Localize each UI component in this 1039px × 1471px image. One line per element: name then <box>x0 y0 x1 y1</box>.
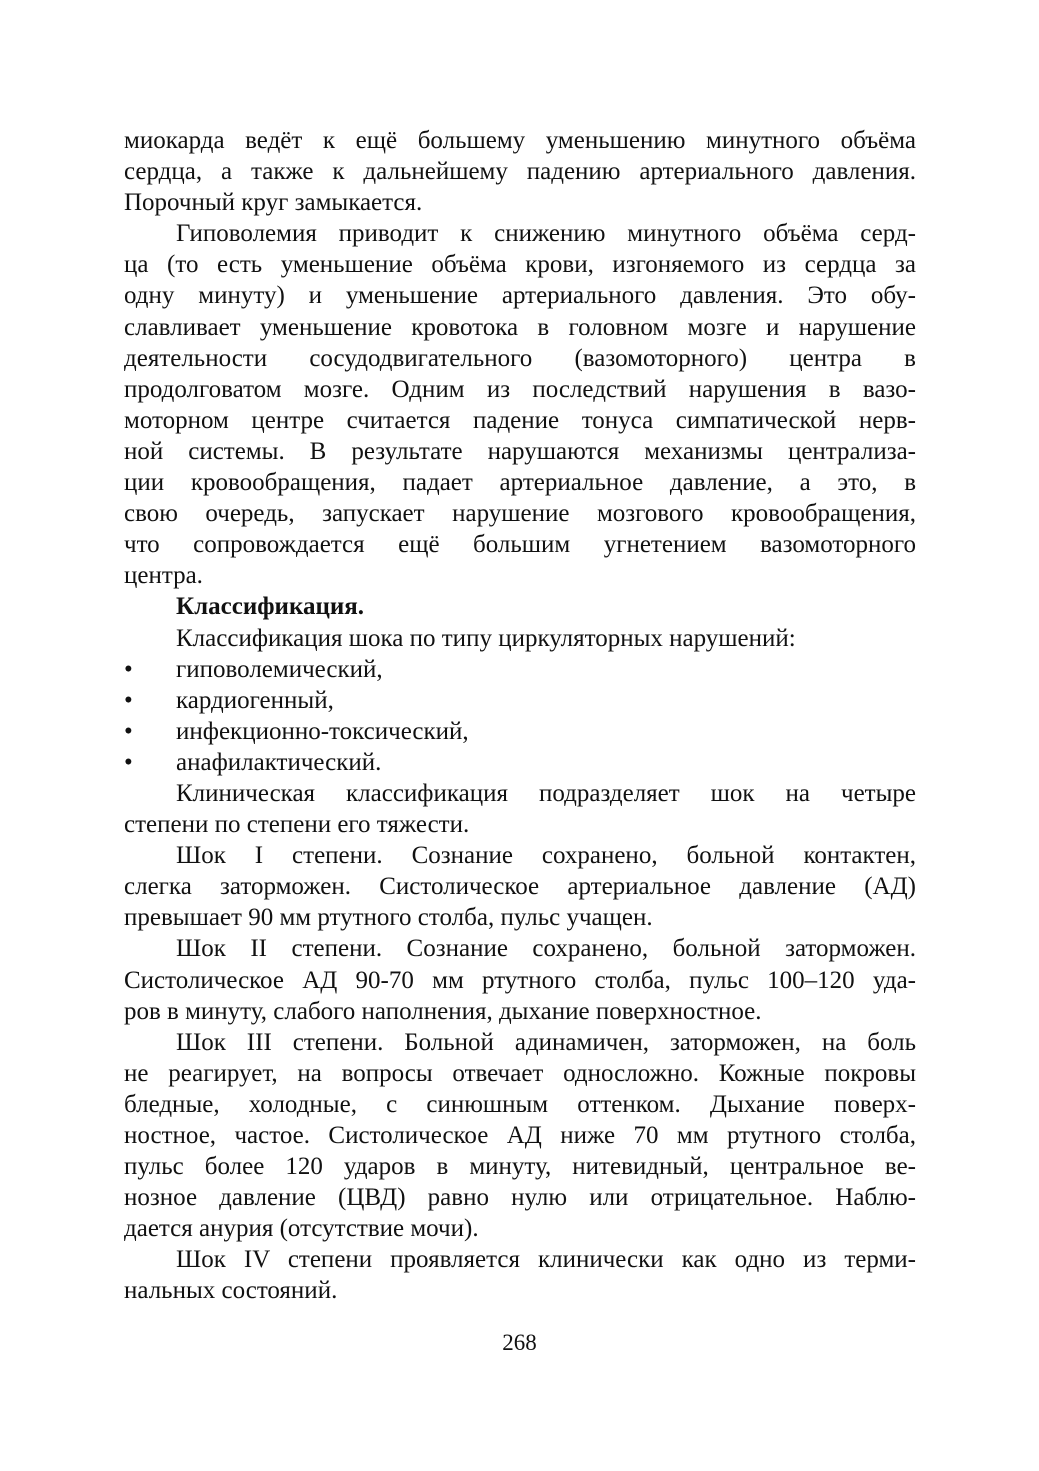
text-line: Порочный круг замыкается. <box>124 189 423 217</box>
text-line: превышает 90 мм ртутного столба, пульс учащен. <box>124 904 653 932</box>
text-line: Клиническая классификация подразделяет шок на четыре <box>176 779 916 807</box>
text-line: одну минуту) и уменьшение артериального давления. Это обу- <box>124 282 916 310</box>
text-line: миокарда ведёт к ещё большему уменьшению минутного объёма <box>124 127 916 154</box>
list-item-text: инфекционно-токсический, <box>176 717 469 745</box>
text-line: Гиповолемия приводит к снижению минутного объёма серд- <box>176 220 916 248</box>
text-line: нальных состояний. <box>124 1277 338 1305</box>
page-number: 268 <box>502 1330 537 1355</box>
text-line: Шок IV степени проявляется клинически как одно из терми- <box>176 1246 916 1274</box>
text-line: ров в минуту, слабого наполнения, дыхание поверхностное. <box>124 997 762 1025</box>
list-item-text: анафилактический. <box>176 748 382 776</box>
text-line: степени по степени его тяжести. <box>124 811 470 839</box>
list-item <box>124 747 916 778</box>
paragraph-p6 <box>124 1027 916 1245</box>
list-item <box>124 716 916 747</box>
list-intro: Классификация шока по типу циркуляторных нарушений: <box>176 624 796 652</box>
bullet-icon: • <box>124 655 133 683</box>
list-item-text: гиповолемический, <box>176 655 383 683</box>
text-block-top <box>124 125 916 591</box>
text-line: дается анурия (отсутствие мочи). <box>124 1215 479 1243</box>
bullet-icon: • <box>124 717 133 745</box>
text-line: славливает уменьшение кровотока в головном мозге и нарушение <box>124 313 916 341</box>
paragraph-p7 <box>124 1244 916 1306</box>
text-line: деятельности сосудодвигательного (вазомоторного) центра в <box>124 344 916 372</box>
text-line: моторном центре считается падение тонуса симпатической нерв- <box>124 406 916 434</box>
page-body <box>124 125 916 1307</box>
bullet-icon: • <box>124 748 133 776</box>
text-line: ца (то есть уменьшение объёма крови, изгоняемого из сердца за <box>124 251 916 279</box>
list-item-text: кардиогенный, <box>176 686 334 714</box>
section-heading: Классификация. <box>176 593 365 621</box>
text-line: не реагирует, на вопросы отвечает односложно. Кожные покровы <box>124 1059 916 1087</box>
bullet-icon: • <box>124 686 133 714</box>
text-line: Систолическое АД 90-70 мм ртутного столба, пульс 100–120 уда- <box>124 966 916 994</box>
text-line: сердца, а также к дальнейшему падению артериального давления. <box>124 158 916 186</box>
text-line: Шок II степени. Сознание сохранено, больной заторможен. <box>176 935 916 963</box>
text-line: ностное, частое. Систолическое АД ниже 70 мм ртутного столба, <box>124 1122 916 1149</box>
text-line: бледные, холодные, с синюшным оттенком. Дыхание поверх- <box>124 1090 916 1118</box>
paragraph-p3 <box>124 778 916 840</box>
text-line: пульс более 120 ударов в минуту, нитевидный, центральное ве- <box>124 1153 916 1181</box>
bullet-list <box>124 654 916 778</box>
text-line: свою очередь, запускает нарушение мозгового кровообращения, <box>124 500 916 528</box>
paragraph-p1 <box>124 125 916 218</box>
text-line: ции кровообращения, падает артериальное давление, а это, в <box>124 469 916 497</box>
paragraph-p4 <box>124 840 916 933</box>
paragraph-p5 <box>124 933 916 1026</box>
text-line: центра. <box>124 562 203 590</box>
text-line: нозное давление (ЦВД) равно нулю или отрицательное. Наблю- <box>124 1184 916 1212</box>
text-line: Шок III степени. Больной адинамичен, заторможен, на боль <box>176 1028 916 1056</box>
list-item <box>124 685 916 716</box>
text-line: Шок I степени. Сознание сохранено, больной контактен, <box>176 842 916 870</box>
text-line: ной системы. В результате нарушаются механизмы централиза- <box>124 437 916 465</box>
paragraph-p2 <box>124 218 916 591</box>
text-line: слегка заторможен. Систолическое артериальное давление (АД) <box>124 873 916 901</box>
list-item <box>124 654 916 685</box>
text-line: продолговатом мозге. Одним из последствий нарушения в вазо- <box>124 375 916 403</box>
text-block-bottom <box>124 778 916 1307</box>
text-line: что сопровождается ещё большим угнетением вазомоторного <box>124 531 916 559</box>
